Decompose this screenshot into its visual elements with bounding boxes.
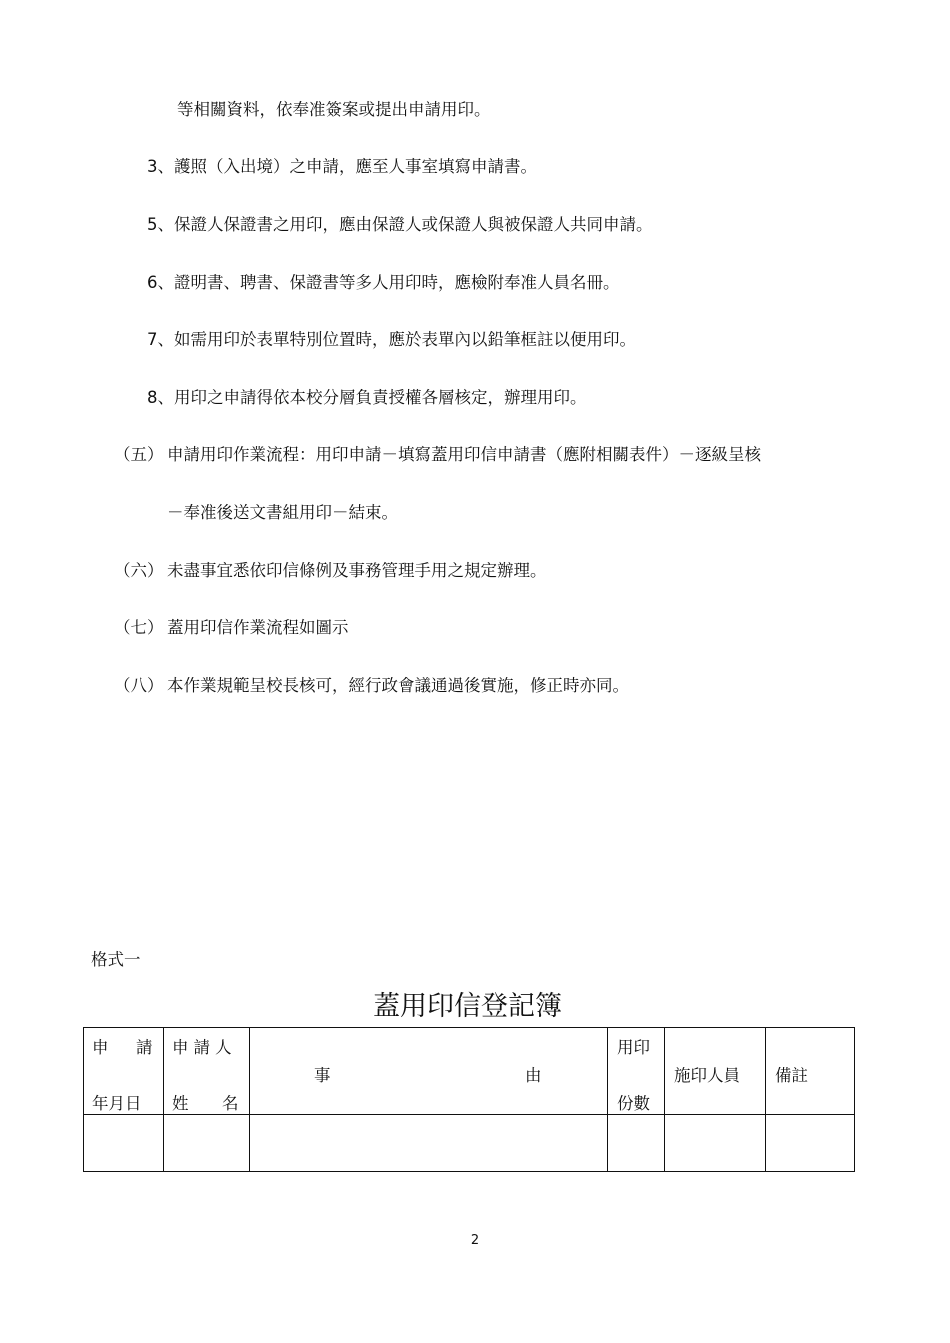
item-number: 8、 <box>147 388 174 407</box>
header-applicant-bottom-left: 姓 <box>172 1094 189 1113</box>
header-row <box>84 1028 855 1115</box>
body-line-2 <box>147 157 537 177</box>
header-stamper-text: 施印人員 <box>674 1066 740 1085</box>
line-text: 未盡事宜悉依印信條例及事務管理手用之規定辦理。 <box>167 561 547 580</box>
header-copies-bottom: 份數 <box>617 1094 650 1113</box>
line-text: 等相關資料，依奉准簽案或提出申請用印。 <box>177 100 491 119</box>
cell-date[interactable] <box>84 1115 164 1172</box>
header-applicant-bottom-right: 名 <box>222 1094 239 1113</box>
item-number: 7、 <box>147 330 174 349</box>
line-text: 用印之申請得依本校分層負責授權各層核定，辦理用印。 <box>174 388 587 407</box>
section-number: （七） <box>114 618 164 637</box>
cell-applicant[interactable] <box>164 1115 250 1172</box>
header-date-bottom: 年月日 <box>92 1094 142 1113</box>
body-line-10 <box>114 618 349 638</box>
body-line-11 <box>114 676 629 696</box>
header-stamper <box>665 1028 766 1115</box>
line-text: 本作業規範呈校長核可，經行政會議通過後實施，修正時亦同。 <box>167 676 629 695</box>
form-title: 蓋用印信登記簿 <box>373 991 562 1022</box>
body-line-8 <box>167 503 398 523</box>
header-date-top-right: 請 <box>136 1038 153 1057</box>
header-remarks <box>766 1028 855 1115</box>
line-text: 護照（入出境）之申請，應至人事室填寫申請書。 <box>174 157 537 176</box>
cell-copies[interactable] <box>608 1115 665 1172</box>
body-line-5 <box>147 330 636 350</box>
table-row <box>84 1115 855 1172</box>
body-line-9 <box>114 561 547 581</box>
item-number: 6、 <box>147 273 174 292</box>
line-text: 如需用印於表單特別位置時，應於表單內以鉛筆框註以便用印。 <box>174 330 636 349</box>
header-applicant <box>164 1028 250 1115</box>
line-text: －奉准後送文書組用印－結束。 <box>167 503 398 522</box>
seal-register-table <box>83 1027 855 1172</box>
cell-reason[interactable] <box>250 1115 608 1172</box>
section-number: （六） <box>114 561 164 580</box>
body-line-1 <box>177 100 491 120</box>
line-text: 申請用印作業流程：用印申請－填寫蓋用印信申請書（應附相關表件）－逐級呈核 <box>167 445 761 464</box>
format-label: 格式一 <box>91 950 141 969</box>
item-number: 5、 <box>147 215 174 234</box>
header-reason <box>250 1028 608 1115</box>
header-remarks-text: 備註 <box>775 1066 808 1085</box>
header-reason-left: 事 <box>314 1066 331 1085</box>
header-copies <box>608 1028 665 1115</box>
body-line-6 <box>147 388 587 408</box>
header-copies-top: 用印 <box>617 1038 650 1057</box>
body-line-3 <box>147 215 653 235</box>
line-text: 蓋用印信作業流程如圖示 <box>167 618 349 637</box>
item-number: 3、 <box>147 157 174 176</box>
body-line-4 <box>147 273 620 293</box>
page-number: 2 <box>470 1233 480 1248</box>
header-date <box>84 1028 164 1115</box>
cell-remarks[interactable] <box>766 1115 855 1172</box>
section-number: （五） <box>114 445 164 464</box>
line-text: 證明書、聘書、保證書等多人用印時，應檢附奉准人員名冊。 <box>174 273 620 292</box>
header-date-top-left: 申 <box>92 1038 109 1057</box>
body-line-7 <box>114 445 761 465</box>
section-number: （八） <box>114 676 164 695</box>
header-applicant-top: 申請人 <box>172 1038 237 1057</box>
cell-stamper[interactable] <box>665 1115 766 1172</box>
header-reason-right: 由 <box>525 1066 542 1085</box>
line-text: 保證人保證書之用印，應由保證人或保證人與被保證人共同申請。 <box>174 215 653 234</box>
